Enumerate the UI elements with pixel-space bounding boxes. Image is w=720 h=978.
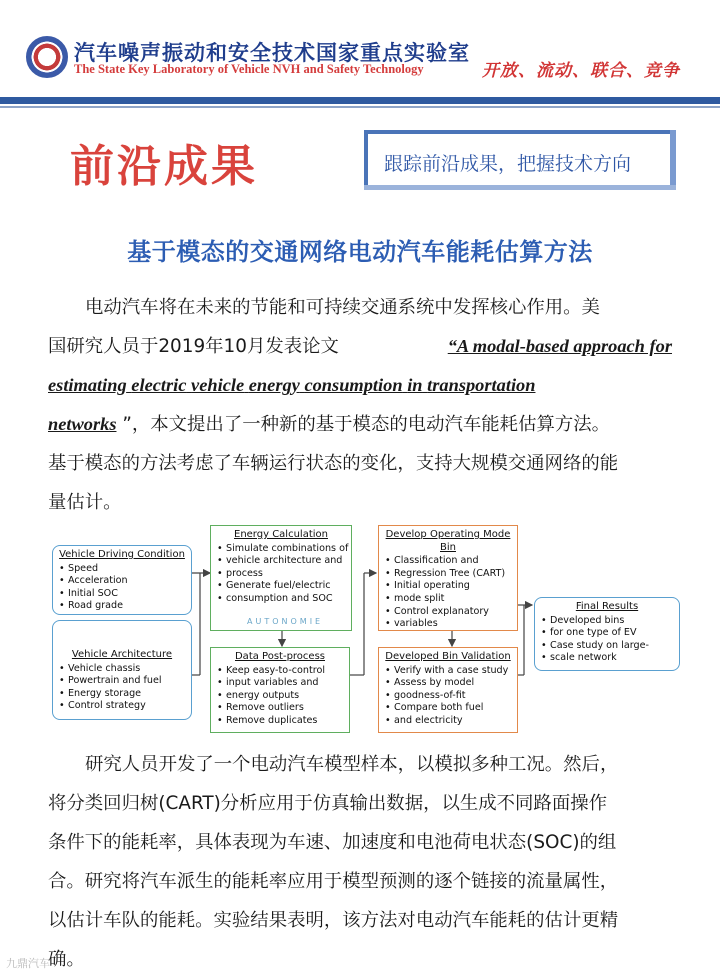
box-item: • Road grade — [58, 600, 186, 613]
paragraph-line: 合。研究将汽车派生的能耗率应用于模型预测的逐个链接的流量属性， — [48, 871, 619, 892]
article-paragraph-2 — [48, 745, 688, 978]
tagline-text: 跟踪前沿成果，把握技术方向 — [384, 153, 632, 175]
box-title: Final Results — [575, 601, 639, 612]
box-item: • input variables and — [216, 677, 344, 690]
paper-title-word: transportation — [427, 375, 536, 395]
section-title: 前沿成果 — [70, 141, 258, 192]
paper-title-word: consumption — [304, 375, 403, 395]
paragraph-line: 量估计。 — [48, 492, 122, 513]
paragraph-text: 国研究人员于2019年10月发表论文 — [48, 336, 339, 357]
box-item: • Control explanatory — [384, 606, 512, 619]
method-flow-diagram — [52, 525, 684, 737]
box-item: • Control strategy — [58, 700, 186, 713]
box-item: • for one type of EV — [540, 627, 674, 640]
article-paragraph-1 — [48, 288, 678, 522]
lab-name-en: The State Key Laboratory of Vehicle NVH and Safety Technology — [74, 62, 424, 76]
box-item: • process — [216, 568, 346, 581]
header-divider — [0, 97, 720, 104]
box-item: • Vehicle chassis — [58, 663, 186, 676]
vehicle-architecture-box — [52, 620, 192, 720]
box-item: • consumption and SOC — [216, 593, 346, 606]
box-title: Energy Calculation — [234, 529, 328, 540]
box-item: • Simulate combinations of — [216, 543, 346, 556]
box-item: • Remove duplicates — [216, 715, 344, 728]
lab-name-cn: 汽车噪声振动和安全技术国家重点实验室 — [74, 41, 470, 65]
box-item: • mode split — [384, 593, 512, 606]
paper-title-word: energy — [248, 375, 300, 395]
paragraph-line — [48, 405, 678, 444]
tagline-box — [364, 130, 676, 190]
paragraph-line: 确。 — [48, 949, 85, 970]
box-item: • Remove outliers — [216, 702, 344, 715]
data-post-process-box — [210, 647, 350, 733]
paper-title-line — [48, 366, 672, 405]
box-item: • goodness-of-fit — [384, 690, 512, 703]
box-item: • scale network — [540, 652, 674, 665]
box-item: • Developed bins — [540, 615, 674, 628]
paper-title-part: “A modal-based approach for — [447, 336, 672, 356]
watermark: 九鼎汽车 — [6, 957, 50, 970]
article-title: 基于模态的交通网络电动汽车能耗估算方法 — [127, 238, 593, 266]
box-item: • Case study on large- — [540, 640, 674, 653]
box-item: • Powertrain and fuel — [58, 675, 186, 688]
vehicle-driving-condition-box — [52, 545, 192, 615]
paragraph-line: 研究人员开发了一个电动汽车模型样本，以模拟多种工况。然后， — [85, 754, 619, 775]
paper-title-word: electric — [131, 375, 187, 395]
paper-title-part: networks — [48, 414, 117, 434]
box-item: • Initial SOC — [58, 588, 186, 601]
paragraph-line: 以估计车队的能耗。实验结果表明，该方法对电动汽车能耗的估计更精 — [48, 910, 619, 931]
box-item: • Assess by model — [384, 677, 512, 690]
box-item: • Initial operating — [384, 580, 512, 593]
box-title: Vehicle Driving Condition — [59, 549, 185, 560]
box-item: • energy outputs — [216, 690, 344, 703]
box-item: • Compare both fuel — [384, 702, 512, 715]
header-divider-thin — [0, 106, 720, 108]
box-item: • Energy storage — [58, 688, 186, 701]
autonomie-logo: AUTONOMIE — [247, 617, 324, 626]
box-title: Vehicle Architecture — [71, 649, 173, 660]
paragraph-line: 电动汽车将在未来的节能和可持续交通系统中发挥核心作用。美 — [85, 297, 600, 318]
paragraph-text: ”，本文提出了一种新的基于模态的电动汽车能耗估算方法。 — [122, 414, 611, 435]
energy-calculation-box — [210, 525, 352, 631]
paragraph-line: 条件下的能耗率，具体表现为车速、加速度和电池荷电状态(SOC)的组 — [48, 832, 617, 853]
page-header — [0, 0, 720, 100]
box-item: • Speed — [58, 563, 186, 576]
box-title: Data Post-process — [234, 651, 325, 662]
box-item: • Generate fuel/electric — [216, 580, 346, 593]
box-item: • and electricity — [384, 715, 512, 728]
box-item: • vehicle architecture and — [216, 555, 346, 568]
bin-validation-box — [378, 647, 518, 733]
box-title: Developed Bin Validation — [385, 651, 511, 662]
box-item: • Regression Tree (CART) — [384, 568, 512, 581]
box-item: • variables — [384, 618, 512, 631]
lab-motto: 开放、流动、联合、竞争 — [482, 61, 680, 81]
paragraph-line — [48, 327, 672, 366]
box-item: • Verify with a case study — [384, 665, 512, 678]
paper-title-word: vehicle — [191, 375, 245, 395]
box-title: Develop Operating Mode Bin — [385, 529, 511, 553]
lab-logo — [26, 36, 68, 78]
box-item: • Keep easy-to-control — [216, 665, 344, 678]
final-results-box — [534, 597, 680, 671]
box-item: • Acceleration — [58, 575, 186, 588]
operating-mode-bin-box — [378, 525, 518, 631]
box-item: • Classification and — [384, 555, 512, 568]
paragraph-line: 将分类回归树(CART)分析应用于仿真输出数据，以生成不同路面操作 — [48, 793, 607, 814]
paragraph-line: 基于模态的方法考虑了车辆运行状态的变化，支持大规模交通网络的能 — [48, 453, 619, 474]
paper-title-word: estimating — [48, 375, 127, 395]
paper-title-word: in — [407, 375, 423, 395]
